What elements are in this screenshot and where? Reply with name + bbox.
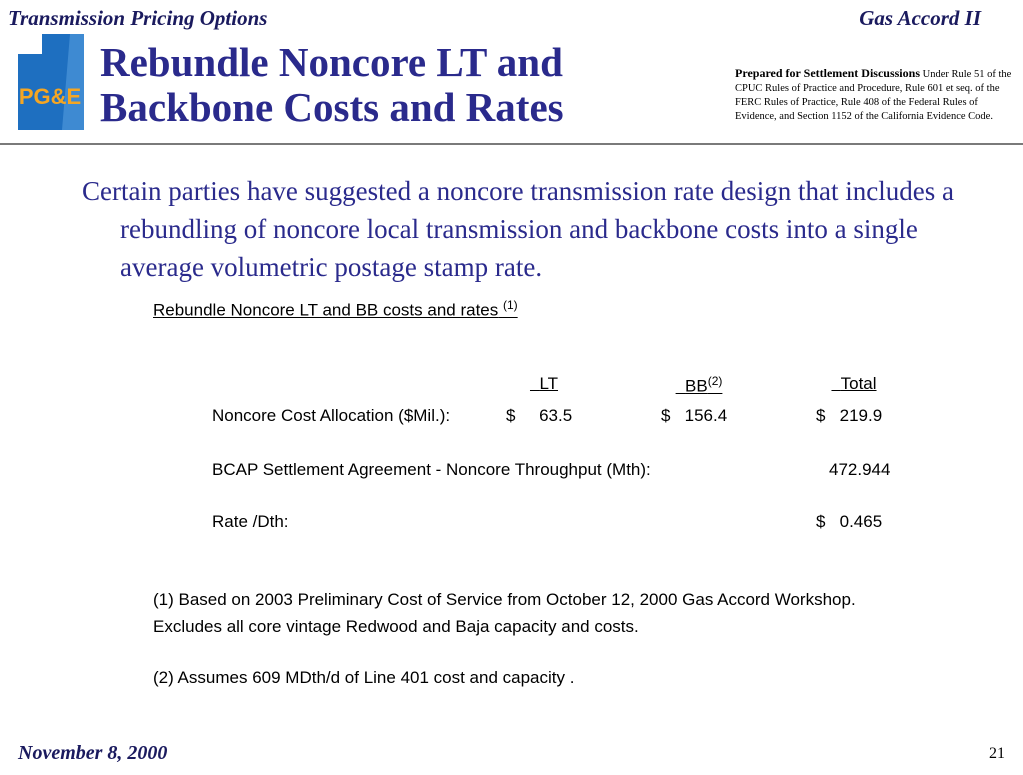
- table-title-footnote-ref: (1): [502, 298, 518, 312]
- settlement-disclaimer: [735, 66, 1020, 124]
- disclaimer-heading: Prepared for Settlement Discussions: [735, 66, 920, 80]
- header-right-title: Gas Accord II: [859, 6, 981, 30]
- table-title-text: Rebundle Noncore LT and BB costs and rates: [153, 300, 499, 320]
- cell-total-cost: $ 219.9: [816, 406, 883, 425]
- column-header-lt: [496, 354, 592, 394]
- column-header-bb: [651, 354, 747, 397]
- row-label-bcap-throughput: BCAP Settlement Agreement - Noncore Throughput (Mth):: [212, 460, 651, 479]
- cell-bb-cost: $ 156.4: [661, 406, 728, 425]
- table-title: [153, 298, 518, 321]
- column-header-total: [806, 354, 902, 394]
- column-header-label: BB: [685, 376, 708, 396]
- footer-date: November 8, 2000: [18, 742, 168, 764]
- row-label-cost-allocation: Noncore Cost Allocation ($Mil.):: [212, 406, 451, 425]
- header-left-title: Transmission Pricing Options: [8, 6, 268, 30]
- title-line-2: Backbone Costs and Rates: [100, 84, 564, 130]
- footnote-2: (2) Assumes 609 MDth/d of Line 401 cost and capacity .: [153, 668, 575, 687]
- row-label-rate: Rate /Dth:: [212, 512, 289, 531]
- page-title: [100, 40, 564, 130]
- column-header-label: LT: [539, 374, 559, 393]
- column-header-footnote-ref: (2): [707, 374, 723, 388]
- header-divider: [0, 143, 1023, 145]
- bullet-text: Certain parties have suggested a noncore transmission rate design that includes a rebundling of noncore local transmission and backbone costs into a single average volumetric postage stamp rate.: [82, 176, 954, 282]
- title-line-1: Rebundle Noncore LT and: [100, 39, 563, 85]
- disclaimer-body: Under Rule 51 of the CPUC Rules of Practice and Procedure, Rule 601 et seq. of the FERC Rules of Practice, Rule 408 of the Federal Rules of Evidence, and Section 1152 of the California Evidence Code.: [735, 69, 1012, 122]
- cell-lt-cost: $ 63.5: [506, 406, 573, 425]
- footnote-1: (1) Based on 2003 Preliminary Cost of Service from October 12, 2000 Gas Accord Workshop. Excludes all core vintage Redwood and Baja capacity and costs.: [153, 590, 856, 636]
- cell-total-rate: $ 0.465: [816, 512, 883, 531]
- cell-total-throughput: 472.944: [829, 460, 891, 479]
- column-header-label: Total: [840, 374, 877, 393]
- pge-logo: [12, 32, 86, 132]
- page-number: 21: [989, 745, 1005, 762]
- logo-text: PG&E: [18, 84, 82, 109]
